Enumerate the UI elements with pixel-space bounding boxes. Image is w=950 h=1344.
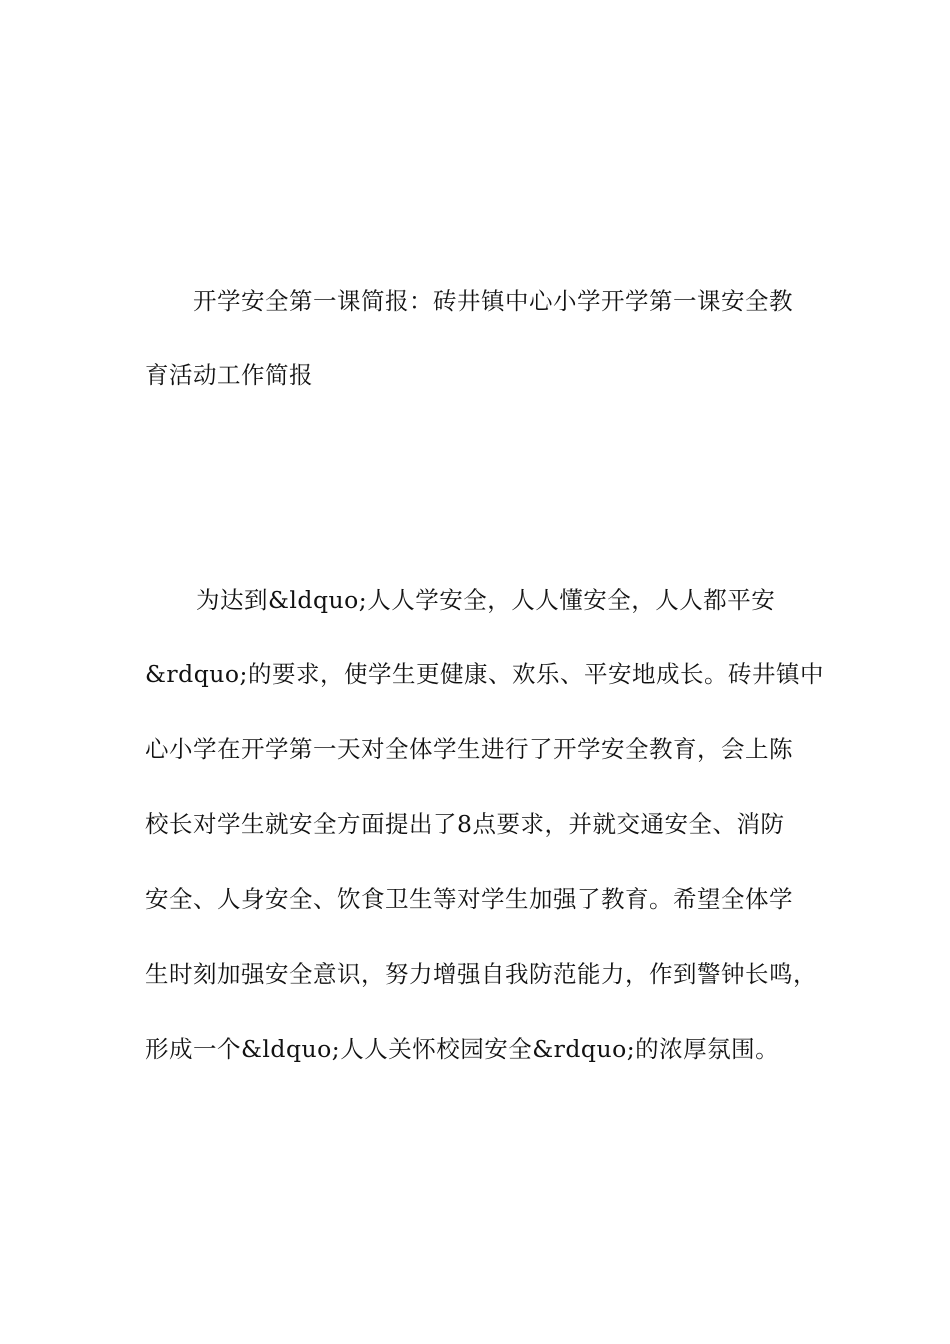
body-line-1: 为达到&ldquo;人人学安全，人人懂安全，人人都平安 — [196, 586, 776, 614]
body-line-4: 校长对学生就安全方面提出了8点要求，并就交通安全、消防 — [145, 810, 785, 838]
body-line-7: 形成一个&ldquo;人人关怀校园安全&rdquo;的浓厚氛围。 — [145, 1035, 780, 1063]
title-line-2: 育活动工作简报 — [145, 361, 313, 389]
body-line-2: &rdquo;的要求，使学生更健康、欢乐、平安地成长。砖井镇中 — [145, 660, 824, 688]
body-line-3: 心小学在开学第一天对全体学生进行了开学安全教育，会上陈 — [145, 735, 793, 763]
title-line-1: 开学安全第一课简报：砖井镇中心小学开学第一课安全教 — [193, 287, 793, 315]
body-line-6: 生时刻加强安全意识，努力增强自我防范能力，作到警钟长鸣， — [145, 960, 817, 988]
body-line-5: 安全、人身安全、饮食卫生等对学生加强了教育。希望全体学 — [145, 885, 793, 913]
